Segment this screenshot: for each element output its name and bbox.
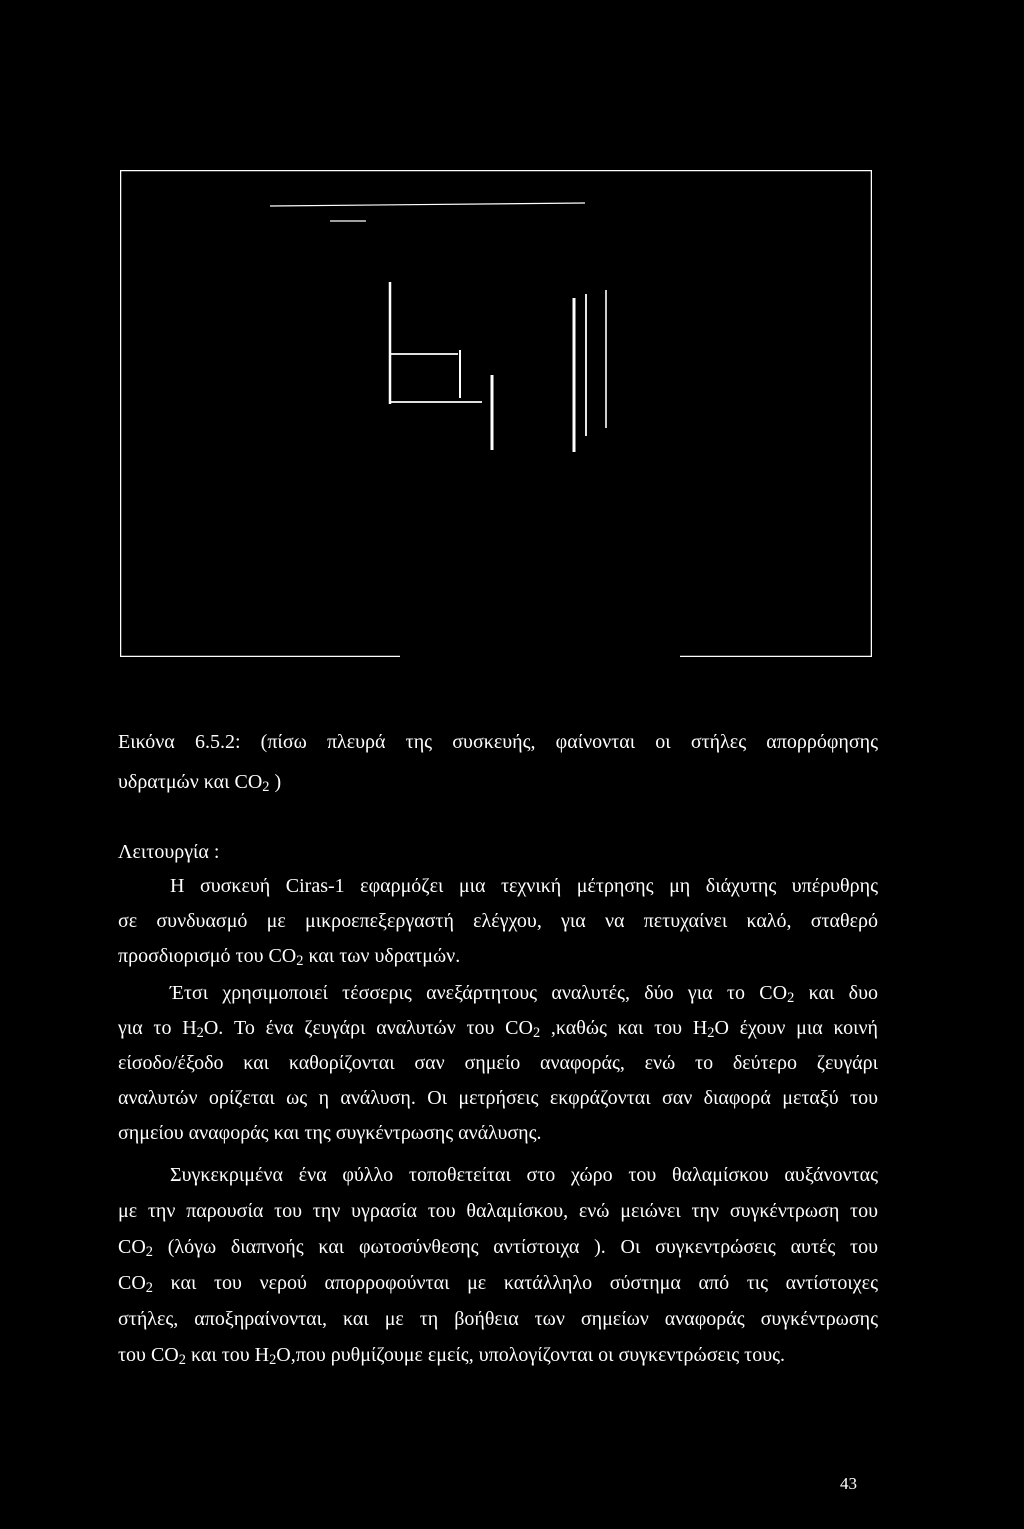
paragraph-3-line-1: Συγκεκριμένα ένα φύλλο τοποθετείται στο χώρο του θαλαμίσκου αυξάνοντας xyxy=(170,1164,878,1186)
caption-line-2: υδρατμών και $CO_2$ ) xyxy=(118,771,282,795)
caption-line-1: Εικόνα 6.5.2: (πίσω πλευρά της συσκευής, φαίνονται οι στήλες απορρόφησης xyxy=(118,731,878,753)
section-heading: Λειτουργία : xyxy=(118,841,220,863)
paragraph-3-line-6: του $CO_2$ και του $H_2O,\pi o\upsilon$ ρυθμίζουμε εμείς, υπολογίζονται οι συγκεντρώσεις τους. xyxy=(118,1344,786,1368)
paragraph-2-line-1: Έτσι χρησιμοποιεί τέσσερις ανεξάρτητους αναλυτές, δύο για το $CO_2$ και δυο xyxy=(170,982,878,1006)
paragraph-2-line-3: είσοδο/έξοδο και καθορίζονται σαν σημείο αναφοράς, ενώ το δεύτερο ζευγάρι xyxy=(118,1052,878,1074)
paragraph-3-line-5: στήλες, αποξηραίνονται, και με τη βοήθεια των σημείων αναφοράς συγκέντρωσης xyxy=(118,1308,878,1330)
page-number: 43 xyxy=(840,1474,857,1493)
paragraph-1-line-2: σε συνδυασμό με μικροεπεξεργαστή ελέγχου, για να πετυχαίνει καλό, σταθερό xyxy=(118,910,878,932)
body-text xyxy=(118,835,878,1373)
top-line xyxy=(270,203,585,206)
paragraph-1 xyxy=(118,869,878,974)
paragraph-2-line-2: για το $H_2O$. Το ένα ζευγάρι αναλυτών του $CO_2$ ,καθώς και του $H_2O$ έχουν μια κοινή xyxy=(118,1017,878,1041)
paragraph-2 xyxy=(118,976,878,1151)
paragraph-1-line-1: Η συσκευή Ciras-1 εφαρμόζει μια τεχνική μέτρησης μη διάχυτης υπέρυθρης xyxy=(170,875,878,897)
paragraph-1-line-3: προσδιορισμό του $CO_2$ και των υδρατμών. xyxy=(118,945,461,969)
device-photo xyxy=(120,170,872,657)
device-back-side-figure xyxy=(120,170,872,657)
paragraph-3-line-2: με την παρουσία του την υγρασία του θαλαμίσκου, ενώ μειώνει την συγκέντρωση του xyxy=(118,1200,878,1222)
figure-frame xyxy=(121,171,872,657)
paragraph-2-line-4: αναλυτών ορίζεται ως η ανάλυση. Οι μετρήσεις εκφράζονται σαν διαφορά μεταξύ του xyxy=(118,1087,878,1109)
figure-caption xyxy=(118,722,878,802)
paragraph-3 xyxy=(118,1157,878,1373)
paragraph-2-line-5: σημείου αναφοράς και της συγκέντρωσης ανάλυσης. xyxy=(118,1122,542,1144)
paragraph-3-line-3: $CO_2$ (λόγω διαπνοής και φωτοσύνθεσης αντίστοιχα ). Οι συγκεντρώσεις αυτές του xyxy=(118,1236,878,1260)
paragraph-3-line-4: $CO_2$ και του νερού απορροφούνται με κατάλληλο σύστημα από τις αντίστοιχες xyxy=(118,1272,878,1296)
